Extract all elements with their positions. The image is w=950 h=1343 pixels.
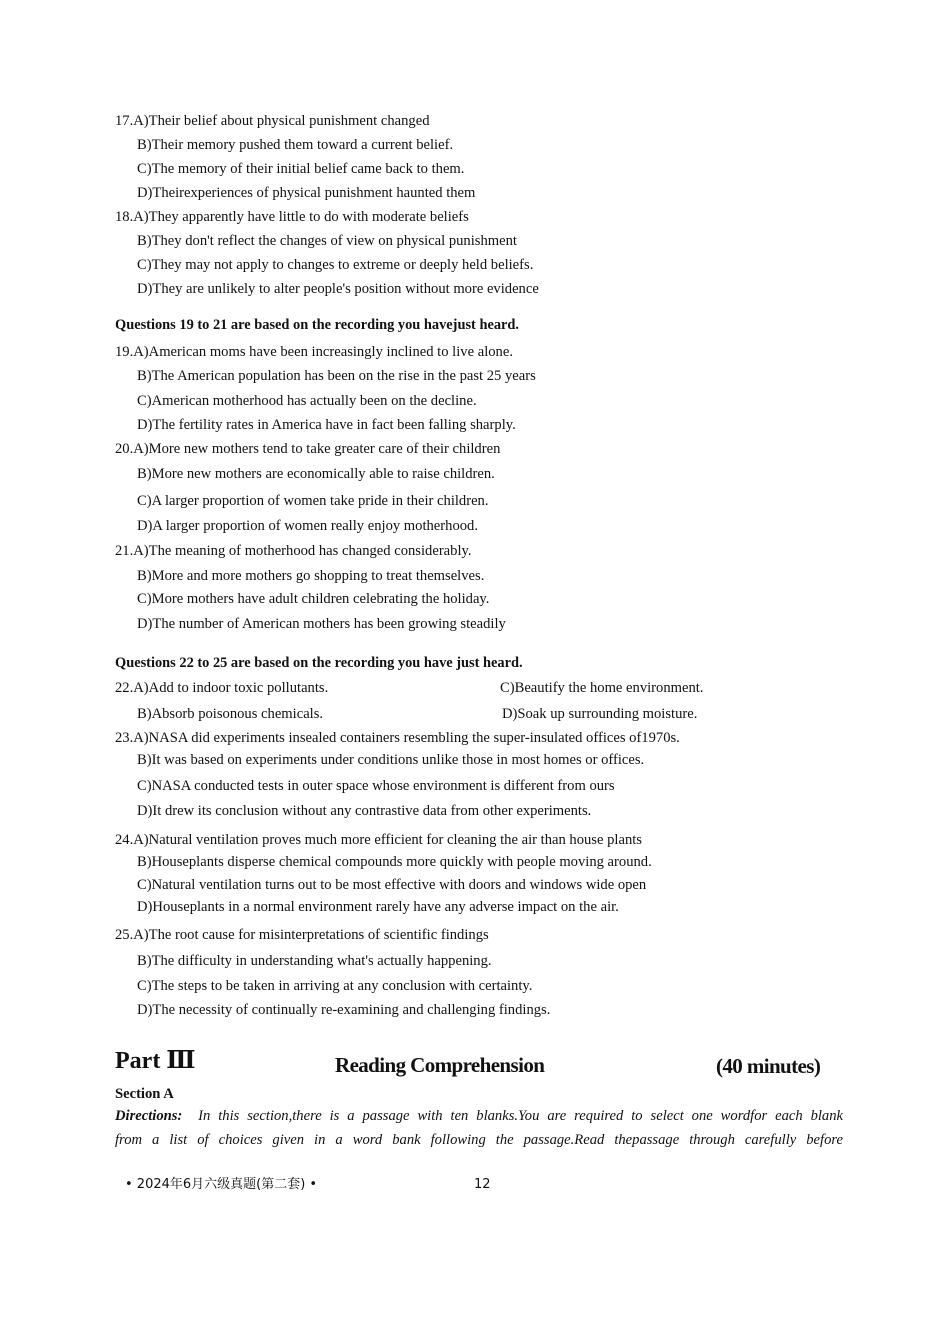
question-21-option-d: D)The number of American mothers has been growing steadily [137, 616, 506, 632]
question-24-option-b: B)Houseplants disperse chemical compounds more quickly with people moving around. [137, 854, 652, 870]
question-18-option-b: B)They don't reflect the changes of view on physical punishment [137, 233, 517, 249]
directions-line-2: from a list of choices given in a word bank following the passage.Read thepassage through carefully before [115, 1132, 843, 1148]
section-heading-19-21: Questions 19 to 21 are based on the recording you havejust heard. [115, 317, 520, 333]
directions-text-1: In this section,there is a passage with ten blanks.You are required to select one wordfor each blank [198, 1108, 844, 1124]
question-17-option-a: 17.A)Their belief about physical punishment changed [115, 113, 430, 129]
question-17-option-d: D)Theirexperiences of physical punishment haunted them [137, 185, 476, 201]
page-number: 12 [474, 1177, 491, 1192]
question-22-option-b: B)Absorb poisonous chemicals. [137, 706, 324, 722]
question-18-option-d: D)They are unlikely to alter people's position without more evidence [137, 281, 539, 297]
question-23-option-b: B)It was based on experiments under conditions unlike those in most homes or offices. [137, 752, 645, 768]
question-18-option-a: 18.A)They apparently have little to do with moderate beliefs [115, 209, 469, 225]
part-label: Part Ⅲ [115, 1048, 196, 1074]
question-20-option-d: D)A larger proportion of women really enjoy motherhood. [137, 518, 478, 534]
question-17-option-b: B)Their memory pushed them toward a current belief. [137, 137, 454, 153]
part-title: Reading Comprehension [335, 1053, 545, 1077]
question-24-option-a: 24.A)Natural ventilation proves much more efficient for cleaning the air than house plants [115, 832, 642, 848]
question-20-option-b: B)More new mothers are economically able to raise children. [137, 466, 495, 482]
question-19-option-b: B)The American population has been on the rise in the past 25 years [137, 368, 536, 384]
question-19-option-a: 19.A)American moms have been increasingly inclined to live alone. [115, 344, 513, 360]
question-25-option-d: D)The necessity of continually re-examining and challenging findings. [137, 1002, 551, 1018]
question-23-option-c: C)NASA conducted tests in outer space whose environment is different from ours [137, 778, 615, 794]
question-24-option-d: D)Houseplants in a normal environment rarely have any adverse impact on the air. [137, 899, 619, 915]
question-18-option-c: C)They may not apply to changes to extreme or deeply held beliefs. [137, 257, 534, 273]
directions-label: Directions: [115, 1108, 183, 1124]
question-25-option-c: C)The steps to be taken in arriving at any conclusion with certainty. [137, 978, 533, 994]
question-21-option-c: C)More mothers have adult children celebrating the holiday. [137, 591, 490, 607]
question-17-option-c: C)The memory of their initial belief came back to them. [137, 161, 465, 177]
question-21-option-a: 21.A)The meaning of motherhood has changed considerably. [115, 543, 472, 559]
question-21-option-b: B)More and more mothers go shopping to treat themselves. [137, 568, 485, 584]
question-25-option-a: 25.A)The root cause for misinterpretations of scientific findings [115, 927, 489, 943]
question-24-option-c: C)Natural ventilation turns out to be most effective with doors and windows wide open [137, 877, 647, 893]
question-22-option-a: 22.A)Add to indoor toxic pollutants. [115, 680, 329, 696]
section-heading-22-25: Questions 22 to 25 are based on the recording you have just heard. [115, 655, 523, 671]
question-20-option-a: 20.A)More new mothers tend to take greater care of their children [115, 441, 501, 457]
question-23-option-d: D)It drew its conclusion without any contrastive data from other experiments. [137, 803, 592, 819]
question-22-option-d: D)Soak up surrounding moisture. [502, 706, 698, 722]
question-22-option-c: C)Beautify the home environment. [500, 680, 704, 696]
question-19-option-c: C)American motherhood has actually been on the decline. [137, 393, 477, 409]
part-time: (40 minutes) [716, 1054, 821, 1078]
footer-title: • 2024年6月六级真题(第二套) • [125, 1177, 318, 1192]
section-a-title: Section A [115, 1086, 174, 1102]
question-25-option-b: B)The difficulty in understanding what's actually happening. [137, 953, 492, 969]
directions-line-1 [115, 1107, 843, 1125]
question-23-option-a: 23.A)NASA did experiments insealed containers resembling the super-insulated offices of1970s. [115, 730, 680, 746]
question-19-option-d: D)The fertility rates in America have in fact been falling sharply. [137, 417, 516, 433]
question-20-option-c: C)A larger proportion of women take pride in their children. [137, 493, 489, 509]
